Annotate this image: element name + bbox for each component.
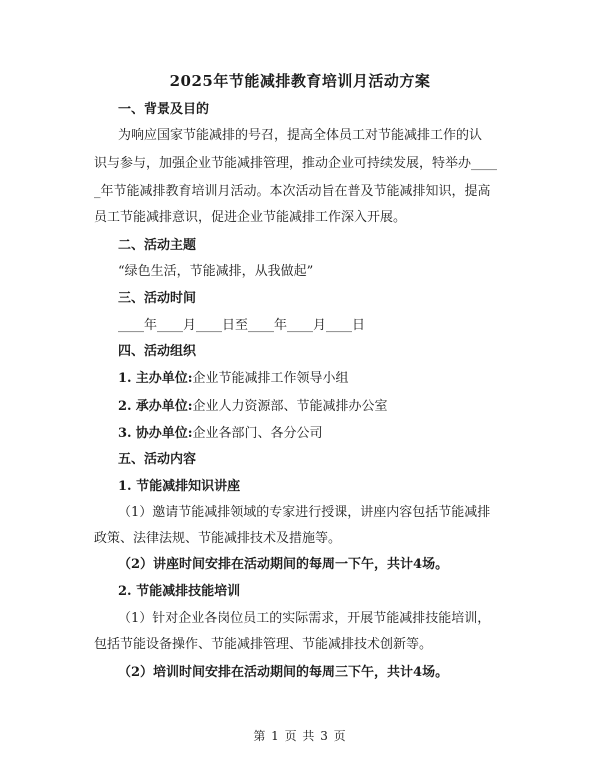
paragraph-line: _年节能减排教育培训月活动。本次活动旨在普及节能减排知识，提高 <box>94 184 491 199</box>
page-footer: 第 1 页 共 3 页 <box>253 729 347 743</box>
organization-item <box>118 398 388 416</box>
section-heading-background: 一、背景及目的 <box>118 102 210 117</box>
organization-item-label: 主办单位: <box>135 371 193 386</box>
organization-item-label: 协办单位: <box>135 426 193 441</box>
activity-time-text: ____年____月____日至____年____月____日 <box>118 318 366 333</box>
section-heading-content: 五、活动内容 <box>118 452 197 467</box>
organization-item-value: 企业人力资源部、节能减排办公室 <box>192 399 388 414</box>
subsection-title-training: 2. 节能减排技能培训 <box>118 584 241 599</box>
organization-item-num: 3. <box>118 426 132 441</box>
organization-item-value: 企业节能减排工作领导小组 <box>192 371 349 386</box>
paragraph-line: 识与参与，加强企业节能减排管理，推动企业可持续发展，特举办____ <box>94 156 498 171</box>
theme-text: “绿色生活，节能减排，从我做起” <box>118 264 314 279</box>
organization-item-label: 承办单位: <box>135 399 193 414</box>
training-schedule: （2）培训时间安排在活动期间的每周三下午，共计4场。 <box>118 665 449 680</box>
paragraph-line: 政策、法律法规、节能减排技术及措施等。 <box>94 531 342 546</box>
organization-item-num: 2. <box>118 399 132 414</box>
paragraph-line: 员工节能减排意识，促进企业节能减排工作深入开展。 <box>94 210 407 225</box>
paragraph-line: 包括节能设备操作、节能减排管理、节能减排技术创新等。 <box>94 637 433 652</box>
section-heading-time: 三、活动时间 <box>118 291 197 306</box>
lecture-schedule: （2）讲座时间安排在活动期间的每周一下午，共计4场。 <box>118 557 449 572</box>
organization-item <box>118 370 349 388</box>
section-heading-theme: 二、活动主题 <box>118 238 197 253</box>
organization-item-num: 1. <box>118 371 132 386</box>
paragraph-line: （1）针对企业各岗位员工的实际需求，开展节能减排技能培训， <box>118 611 491 626</box>
document-title: 2025年节能减排教育培训月活动方案 <box>169 72 431 90</box>
paragraph-line: （1）邀请节能减排领域的专家进行授课，讲座内容包括节能减排 <box>118 505 491 520</box>
organization-item <box>118 425 323 443</box>
paragraph-line: 为响应国家节能减排的号召，提高全体员工对节能减排工作的认 <box>118 128 483 143</box>
section-heading-organization: 四、活动组织 <box>118 344 197 359</box>
organization-item-value: 企业各部门、各分公司 <box>192 426 323 441</box>
subsection-title-lecture: 1. 节能减排知识讲座 <box>118 479 241 494</box>
